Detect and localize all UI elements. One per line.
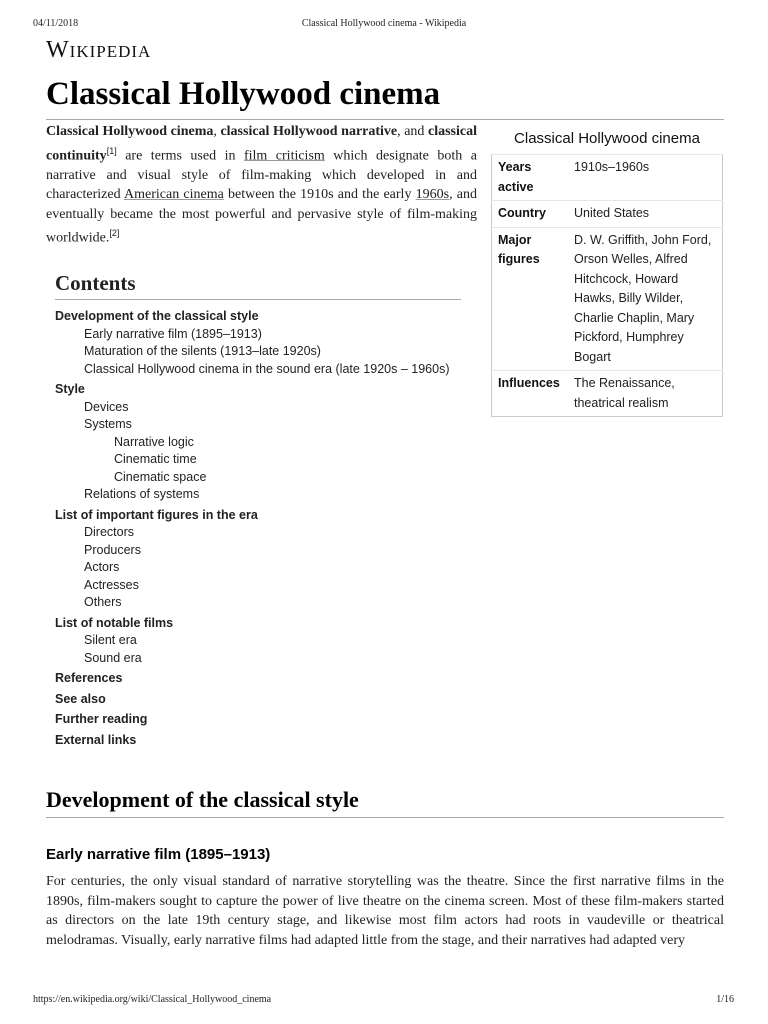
section-heading: Development of the classical style <box>46 787 724 818</box>
toc-item-references[interactable]: References <box>55 671 123 685</box>
toc-item-silent-era[interactable]: Silent era <box>84 633 137 647</box>
infobox-label: Country <box>492 201 569 228</box>
lead-term: Classical Hollywood cinema <box>46 124 214 139</box>
infobox-title: Classical Hollywood cinema <box>514 130 700 147</box>
toc-item-cinematic-time[interactable]: Cinematic time <box>114 452 197 466</box>
toc-item-relations-of-systems[interactable]: Relations of systems <box>84 487 200 501</box>
infobox-value[interactable]: United States <box>568 201 723 228</box>
print-page-title: Classical Hollywood cinema - Wikipedia <box>301 18 467 29</box>
lead-term: classical Hollywood narrative <box>220 124 398 139</box>
toc-item-producers[interactable]: Producers <box>84 542 141 557</box>
subsection-heading: Early narrative film (1895–1913) <box>46 846 271 863</box>
toc-item-sound-era-cinema[interactable]: Classical Hollywood cinema in the sound era (late 1920s – 1960s) <box>84 361 450 376</box>
toc-item-early-narrative-film[interactable]: Early narrative film (1895–1913) <box>84 326 262 341</box>
toc-list <box>46 308 466 749</box>
toc-item-important-figures[interactable]: List of important figures in the era <box>55 507 258 522</box>
print-footer <box>0 994 768 1008</box>
print-url: https://en.wikipedia.org/wiki/Classical_Hollywood_cinema <box>33 994 272 1005</box>
infobox-row <box>492 155 723 201</box>
lead-term: classical continuity <box>46 124 477 164</box>
wikipedia-wordmark[interactable]: Wikipedia <box>46 37 152 63</box>
infobox-label: Influences <box>492 371 569 417</box>
reference-link[interactable]: [2] <box>109 228 120 239</box>
infobox-label: Years active <box>492 155 569 201</box>
toc-item-devices[interactable]: Devices <box>84 399 129 414</box>
american-cinema-link[interactable]: American cinema <box>124 187 224 203</box>
infobox-row <box>492 201 723 228</box>
print-header <box>0 18 768 32</box>
toc-item-sound-era[interactable]: Sound era <box>84 650 142 665</box>
film-criticism-link[interactable]: film criticism <box>243 148 325 164</box>
toc-item-further-reading[interactable]: Further reading <box>55 712 148 726</box>
toc-item-others[interactable]: Others <box>84 595 122 609</box>
reference-link[interactable]: [1] <box>106 145 117 156</box>
toc-item-maturation-silents[interactable]: Maturation of the silents (1913–late 1920s) <box>84 344 321 358</box>
toc-item-narrative-logic[interactable]: Narrative logic <box>114 434 194 449</box>
toc-item-development[interactable]: Development of the classical style <box>55 309 259 323</box>
toc-item-actors[interactable]: Actors <box>84 560 120 574</box>
page-number: 1/16 <box>716 994 734 1005</box>
toc-item-systems[interactable]: Systems <box>84 417 132 431</box>
toc-item-notable-films[interactable]: List of notable films <box>55 615 174 630</box>
infobox-table <box>491 154 723 417</box>
lead-paragraph: Classical Hollywood cinema, classical Hollywood narrative, and classical continuity[1] are terms used in film criticism which designate both a narrative and visual style of film-making which developed in and characterized American cinema between the 1910s and the early 1960s, and eventually became the most powerful and pervasive style of film-making worldwide.[2] <box>46 124 477 246</box>
infobox-value[interactable]: The Renaissance, theatrical realism <box>568 371 723 417</box>
section-paragraph: For centuries, the only visual standard of narrative storytelling was the theatre. Since the first narrative films in the 1890s, film-makers sought to capture the power of live theatre on the cinema screen. Most of these film-makers started as directors on the late 19th century stage, and likewise most film actors had roots in vaudeville or theatrical melodramas. Visually, early narrative films had adapted little from the stage, and their narratives had adapted very <box>46 874 724 948</box>
infobox-value: 1910s–1960s <box>568 155 723 201</box>
toc-item-see-also[interactable]: See also <box>55 691 106 706</box>
print-date: 04/11/2018 <box>33 18 79 29</box>
1960s-link[interactable]: 1960s <box>415 187 450 203</box>
toc-item-style[interactable]: Style <box>55 382 85 396</box>
toc-item-external-links[interactable]: External links <box>55 732 137 747</box>
infobox-label: Major figures <box>492 227 569 371</box>
infobox <box>491 129 723 417</box>
toc-item-actresses[interactable]: Actresses <box>84 577 139 592</box>
infobox-row <box>492 227 723 371</box>
toc-item-directors[interactable]: Directors <box>84 525 135 539</box>
toc-title: Contents <box>55 271 461 300</box>
page-title: Classical Hollywood cinema <box>46 74 724 120</box>
infobox-row <box>492 371 723 417</box>
toc-item-cinematic-space[interactable]: Cinematic space <box>114 469 207 484</box>
infobox-value[interactable]: D. W. Griffith, John Ford, Orson Welles, Alfred Hitchcock, Howard Hawks, Billy Wilder, Charlie Chaplin, Mary Pickford, Humphrey Bogart <box>568 227 723 371</box>
table-of-contents <box>46 271 466 749</box>
